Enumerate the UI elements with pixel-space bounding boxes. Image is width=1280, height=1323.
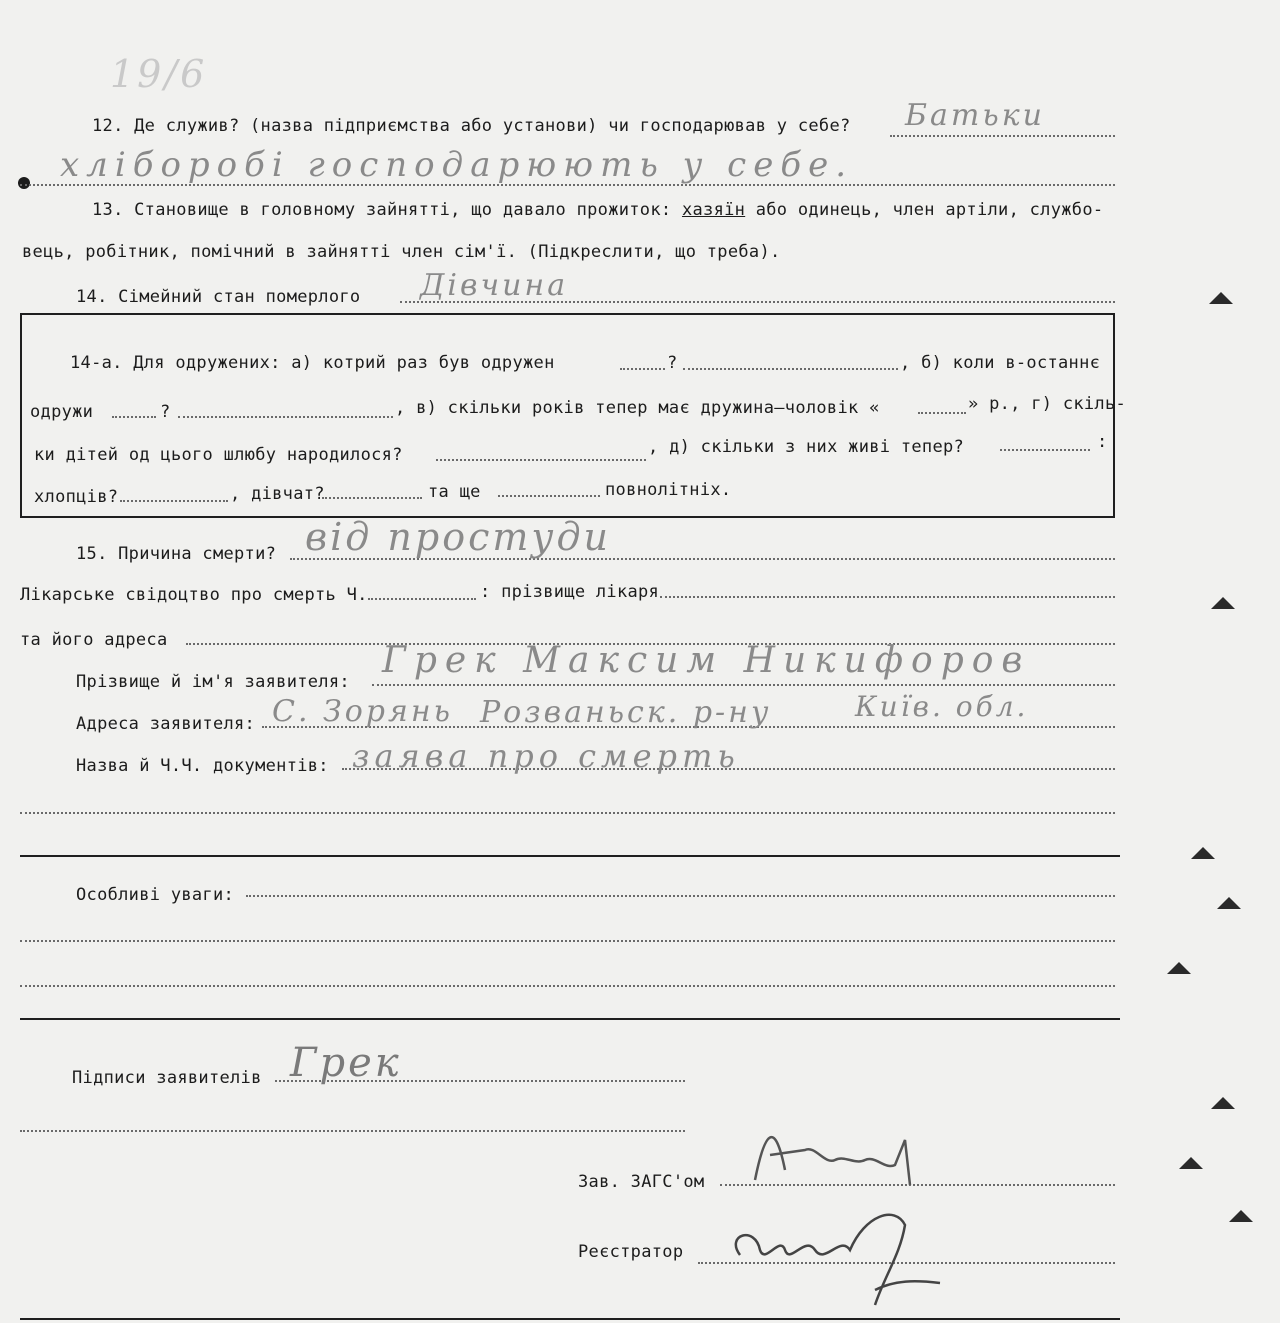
punch-hole-icon <box>1210 595 1236 611</box>
section-divider <box>20 855 1120 857</box>
page-number-mark: 19/6 <box>110 52 208 96</box>
q13-line-2: вець, робітник, помічний в зайнятті член сім'ї. (Підкреслити, що треба). <box>22 242 781 262</box>
q14a-adults-label: повнолітніх. <box>605 480 732 500</box>
q14a-fill-2 <box>683 368 898 370</box>
registrar-label: Реєстратор <box>578 1242 684 1262</box>
q14a-fill-7 <box>1000 449 1090 451</box>
remarks-label: Особливі уваги: <box>76 885 235 905</box>
punch-hole-icon <box>1178 1155 1204 1171</box>
applicant-signature: Грек <box>290 1040 402 1086</box>
applicant-signature-line-2 <box>20 1130 685 1132</box>
zags-head-label: Зав. ЗАГС'ом <box>578 1172 705 1192</box>
q14a-fill-9 <box>322 497 422 499</box>
applicant-address-value-2: Розваньск. р-ну <box>480 695 772 730</box>
q13-underlined-option: хазяїн <box>681 200 746 220</box>
applicant-name-label: Прізвище й ім'я заявителя: <box>76 672 350 692</box>
documents-value: заява про смерть <box>352 737 740 775</box>
q15-answer: від простуди <box>305 515 612 559</box>
q14a-q-mark-2: ? <box>160 402 171 422</box>
q14a-fill-6 <box>436 459 646 461</box>
section-divider <box>20 1018 1120 1020</box>
q14-label: 14. Сімейний стан померлого <box>76 287 361 307</box>
q14a-fill-5 <box>918 412 966 414</box>
q14a-children-label-start: » р., г) скіль- <box>968 394 1127 414</box>
q14a-fill-10 <box>498 495 600 497</box>
q14a-last-married-label: , б) коли в-останнє <box>900 353 1101 373</box>
q14a-q-mark-1: ? <box>667 353 678 373</box>
q13-line-1 <box>92 200 1103 220</box>
documents-label: Назва й Ч.Ч. документів: <box>76 756 329 776</box>
remarks-line-2 <box>20 940 1115 942</box>
punch-hole-icon <box>1208 290 1234 306</box>
q14a-colon: : <box>1097 432 1108 452</box>
doctor-address-label: та його адреса <box>20 630 168 650</box>
q12-label: 12. Де служив? (назва підприємства або установи) чи господарював у себе? <box>92 116 851 136</box>
punch-hole-icon <box>1228 1208 1254 1224</box>
applicant-name-line <box>372 684 1115 686</box>
registrar-signature <box>725 1195 955 1315</box>
ink-dot <box>18 177 30 189</box>
q14a-fill-1 <box>620 368 665 370</box>
q14a-fill-3 <box>112 416 156 418</box>
q12-answer-1: Батьки <box>905 98 1045 133</box>
q14a-also-label: та ще <box>428 482 481 502</box>
q15-label: 15. Причина смерти? <box>76 544 277 564</box>
doctor-name-line <box>660 596 1115 598</box>
q14a-line-2a: одружи <box>30 402 94 422</box>
applicant-signatures-label: Підписи заявителів <box>72 1068 262 1088</box>
q12-answer-2: хліборобі господарюють у себе. <box>60 145 854 185</box>
punch-hole-icon <box>1166 960 1192 976</box>
applicant-address-value-1: С. Зорянь <box>272 694 453 729</box>
applicant-address-label: Адреса заявителя: <box>76 714 256 734</box>
remarks-line-1 <box>246 895 1115 897</box>
applicant-address-value-3: Київ. обл. <box>855 690 1029 723</box>
q14-answer: Дівчина <box>420 268 569 303</box>
q13-suffix: або одинець, член артіли, службо- <box>755 200 1104 220</box>
zags-head-signature <box>745 1110 945 1190</box>
q14a-spouse-age-label: , в) скільки років тепер має дружина—чоловік « <box>395 398 880 418</box>
applicant-name-value: Грек Максим Никифоров <box>382 640 1031 681</box>
q14a-boys-label: хлопців? <box>34 487 119 507</box>
documents-line-2 <box>20 812 1115 814</box>
bottom-divider <box>20 1318 1120 1320</box>
punch-hole-icon <box>1216 895 1242 911</box>
medical-certificate-label: Лікарське свідоцтво про смерть Ч. <box>20 585 368 605</box>
q14a-children-alive-label: , д) скільки з них живі тепер? <box>648 437 965 457</box>
doctor-name-label: : прізвище лікаря <box>480 582 660 602</box>
q13-prefix: 13. Становище в головному зайнятті, що давало прожиток: <box>92 200 672 220</box>
certificate-number-line <box>368 598 476 600</box>
q14a-fill-8 <box>120 500 228 502</box>
q14a-girls-label: , дівчат? <box>230 484 325 504</box>
q14a-fill-4 <box>178 416 393 418</box>
q14a-children-born-label: ки дітей од цього шлюбу народилося? <box>34 445 403 465</box>
q12-answer-line <box>890 135 1115 137</box>
punch-hole-icon <box>1190 845 1216 861</box>
punch-hole-icon <box>1210 1095 1236 1111</box>
q14a-line-1 <box>70 353 555 373</box>
q14a-marriage-count-label: 14-а. Для одружених: а) котрий раз був одружен <box>70 353 555 373</box>
remarks-line-3 <box>20 985 1115 987</box>
